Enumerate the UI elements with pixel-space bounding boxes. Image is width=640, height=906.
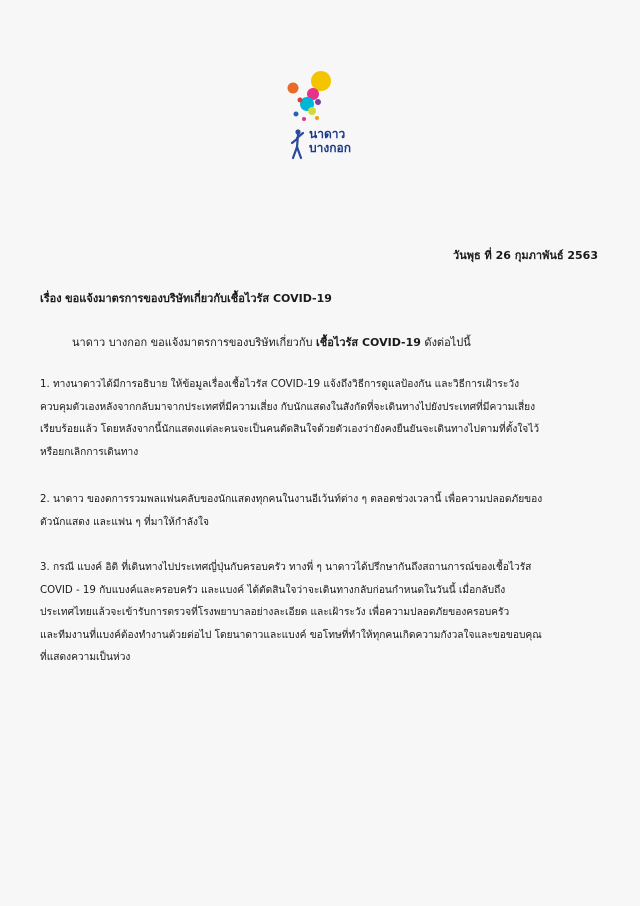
paragraph-line: COVID - 19 กับแบงค์และครอบครัว และแบงค์ ได้ตัดสินใจว่าจะเดินทางกลับก่อนกำหนดในวันนี้ เมื่อกลับถึง <box>40 584 506 596</box>
document-date: วันพุธ ที่ 26 กุมภาพันธ์ 2563 <box>453 249 598 262</box>
logo-bubble-blue <box>294 112 299 117</box>
logo-wordmark-line1: นาดาว <box>309 127 346 141</box>
subject-text: ขอแจ้งมาตรการของบริษัทเกี่ยวกับเชื้อไวรัส COVID-19 <box>65 292 332 305</box>
logo-wordmark <box>309 127 351 155</box>
paragraph-line: 2. นาดาว ของดการรวมพลแฟนคลับของนักแสดงทุกคนในงานอีเว้นท์ต่าง ๆ ตลอดช่วงเวลานี้ เพื่อความปลอดภัยของ <box>40 494 543 505</box>
logo-wordmark-line2: บางกอก <box>309 141 351 155</box>
paragraph-line: ตัวนักแสดง และแฟน ๆ ที่มาให้กำลังใจ <box>40 516 209 528</box>
paragraph-line: 3. กรณี แบงค์ อิติ ที่เดินทางไปประเทศญี่ปุ่นกับครอบครัว ทางพี่ ๆ นาดาวได้ปรึกษากันถึงสถานการณ์ของเชื้อไวรัส <box>40 562 532 573</box>
subject-label: เรื่อง <box>40 292 62 305</box>
logo-bubble-small-orange <box>315 116 319 120</box>
logo-bubble-lime <box>308 107 316 115</box>
logo-bubble-red <box>298 98 303 103</box>
paragraph-line: หรือยกเลิกการเดินทาง <box>40 446 139 458</box>
paragraph-line: ที่แสดงความเป็นห่วง <box>40 652 131 663</box>
paragraph-line: 1. ทางนาดาวได้มีการอธิบาย ให้ข้อมูลเรื่องเชื้อไวรัส COVID-19 แจ้งถึงวิธีการดูแลป้องกัน และวิธีการเฝ้าระวัง <box>40 379 520 390</box>
intro-sentence <box>72 333 471 351</box>
paragraph-2 <box>40 489 602 534</box>
paragraph-line: ประเทศไทยแล้วจะเข้ารับการตรวจที่โรงพยาบาลอย่างละเอียด และเฝ้าระวัง เพื่อความปลอดภัยของครอบครัว <box>40 607 510 618</box>
logo-figure-icon <box>292 129 303 158</box>
paragraph-line: ควบคุมตัวเองหลังจากกลับมาจากประเทศที่มีความเสี่ยง กับนักแสดงในสังกัดที่จะเดินทางไปยังประเทศที่มีความเสี่ยง <box>40 401 536 413</box>
logo-bubble-small-pink <box>302 117 306 121</box>
document-subject <box>40 289 332 307</box>
paragraph-line: และทีมงานที่แบงค์ต้องทำงานด้วยต่อไป โดยนาดาวและแบงค์ ขอโทษที่ทำให้ทุกคนเกิดความกังวลใจและขอขอบคุณ <box>40 629 542 641</box>
intro-bold: เชื้อไวรัส COVID-19 <box>315 336 421 349</box>
logo-bubble-purple <box>315 99 321 105</box>
logo-bubble-orange <box>288 83 299 94</box>
logo-bubble-yellow <box>311 71 331 91</box>
paragraph-line: เรียบร้อยแล้ว โดยหลังจากนี้นักแสดงแต่ละคนจะเป็นคนตัดสินใจด้วยตัวเองว่ายังคงยืนยันจะเดินทางไปตามที่ตั้งใจไว้ <box>40 424 540 435</box>
paragraph-3 <box>40 557 602 670</box>
paragraph-1 <box>40 374 602 464</box>
intro-suffix: ดังต่อไปนี้ <box>424 336 471 349</box>
intro-prefix: นาดาว บางกอก ขอแจ้งมาตรการของบริษัทเกี่ยวกับ <box>72 336 313 349</box>
